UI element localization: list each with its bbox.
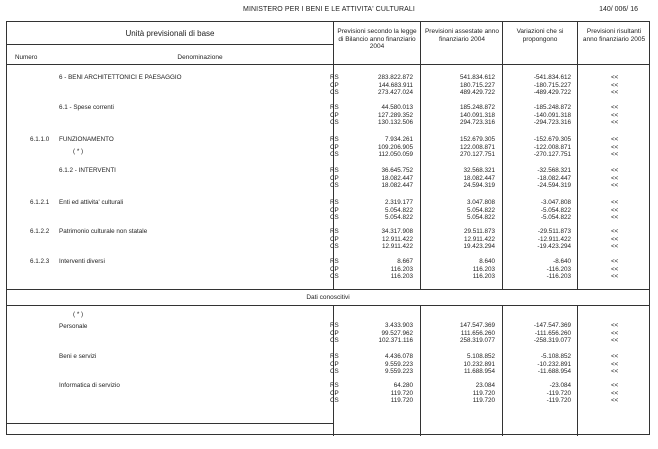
value-risultanti: << xyxy=(611,397,619,404)
value-assestate: 5.054.822 xyxy=(466,206,495,214)
value-variazioni: -32.568.321 xyxy=(537,167,571,174)
line-code: CP xyxy=(330,265,339,273)
col-previsioni-assestate: Previsioni assestate anno finanziario 2004 xyxy=(424,28,500,43)
value-variazioni: -24.594.319 xyxy=(537,182,571,189)
dati-row-name: Informatica di servizio xyxy=(59,382,120,389)
row-name: 6.1.2 - INTERVENTI xyxy=(59,167,116,174)
line-code: CP xyxy=(330,235,339,243)
value-assestate: 541.834.612 xyxy=(459,74,495,81)
line-code: RS xyxy=(330,199,339,206)
value-legge: 127.289.352 xyxy=(377,111,413,119)
line-code: CP xyxy=(330,143,339,151)
value-risultanti: << xyxy=(611,228,619,235)
line-code: RS xyxy=(330,104,339,111)
value-risultanti: << xyxy=(611,151,619,158)
row-numero: 6.1.1.0 xyxy=(30,136,50,143)
value-variazioni: -270.127.751 xyxy=(533,151,571,158)
value-assestate: 140.091.318 xyxy=(459,111,495,119)
value-assestate: 5.054.822 xyxy=(466,214,495,221)
value-legge: 9.559.223 xyxy=(384,360,413,368)
header-divider xyxy=(7,44,333,45)
value-assestate: 18.082.447 xyxy=(463,174,495,182)
line-code: CS xyxy=(330,273,339,280)
value-assestate: 32.568.321 xyxy=(463,167,495,174)
value-variazioni: -12.911.422 xyxy=(537,235,571,243)
value-assestate: 23.084 xyxy=(475,382,495,389)
value-variazioni: -5.054.822 xyxy=(540,206,571,214)
value-variazioni: -147.547.369 xyxy=(533,322,571,329)
value-assestate: 180.715.227 xyxy=(459,81,495,89)
row-star: ( * ) xyxy=(73,148,84,155)
line-code: CP xyxy=(330,360,339,368)
value-variazioni: -116.203 xyxy=(546,265,571,273)
row-name: Interventi diversi xyxy=(59,258,105,265)
col-numero: Numero xyxy=(15,54,38,61)
line-code: CS xyxy=(330,214,339,221)
value-legge: 112.050.059 xyxy=(378,151,413,158)
line-code: CP xyxy=(330,81,339,89)
value-assestate: 3.047.808 xyxy=(466,199,495,206)
row-name: Patrimonio culturale non statale xyxy=(59,228,148,235)
line-code: RS xyxy=(330,74,339,81)
value-risultanti: << xyxy=(611,273,619,280)
value-legge: 130.132.506 xyxy=(377,119,413,126)
value-risultanti: << xyxy=(611,329,619,337)
value-risultanti: << xyxy=(611,235,619,243)
value-legge: 44.580.013 xyxy=(381,104,413,111)
line-code: RS xyxy=(330,322,339,329)
line-code: CS xyxy=(330,243,339,250)
value-legge: 4.436.078 xyxy=(384,353,413,360)
value-assestate: 122.008.871 xyxy=(459,143,495,151)
value-variazioni: -8.640 xyxy=(553,258,571,265)
col-variazioni: Variazioni che si propongono xyxy=(516,28,564,43)
value-variazioni: -541.834.612 xyxy=(533,74,571,81)
value-variazioni: -258.319.077 xyxy=(533,337,571,344)
value-assestate: 119.720 xyxy=(472,389,495,397)
value-variazioni: -122.008.871 xyxy=(533,143,571,151)
value-assestate: 12.911.422 xyxy=(463,235,495,243)
row-name: 6 - BENI ARCHITETTONICI E PAESAGGIO xyxy=(59,74,182,81)
value-variazioni: -10.232.891 xyxy=(537,360,571,368)
value-legge: 7.934.261 xyxy=(384,136,413,143)
value-risultanti: << xyxy=(611,111,619,119)
budget-table xyxy=(6,21,650,435)
row-name: FUNZIONAMENTO xyxy=(59,136,114,143)
value-assestate: 19.423.294 xyxy=(463,243,495,250)
line-code: RS xyxy=(330,353,339,360)
value-risultanti: << xyxy=(611,174,619,182)
value-variazioni: -23.084 xyxy=(549,382,571,389)
value-risultanti: << xyxy=(611,337,619,344)
value-risultanti: << xyxy=(611,104,619,111)
dati-conoscitivi-title: Dati conoscitivi xyxy=(306,294,350,301)
value-risultanti: << xyxy=(611,136,619,143)
value-legge: 18.082.447 xyxy=(381,182,413,189)
value-legge: 5.054.822 xyxy=(384,206,413,214)
value-assestate: 111.656.260 xyxy=(460,329,495,337)
value-variazioni: -19.423.294 xyxy=(537,243,571,250)
value-risultanti: << xyxy=(611,206,619,214)
value-risultanti: << xyxy=(611,360,619,368)
header-bottom-line xyxy=(7,64,649,65)
value-assestate: 10.232.891 xyxy=(463,360,495,368)
line-code: CS xyxy=(330,397,339,404)
line-code: CP xyxy=(330,174,339,182)
value-variazioni: -18.082.447 xyxy=(537,174,571,182)
value-variazioni: -180.715.227 xyxy=(533,81,571,89)
value-assestate: 119.720 xyxy=(472,397,495,404)
line-code: CS xyxy=(330,368,339,375)
bottom-inner-line xyxy=(7,423,333,424)
value-risultanti: << xyxy=(611,182,619,189)
value-assestate: 116.203 xyxy=(472,273,495,280)
value-assestate: 147.547.369 xyxy=(459,322,495,329)
value-risultanti: << xyxy=(611,81,619,89)
col-divider-2 xyxy=(420,22,421,289)
value-variazioni: -5.054.822 xyxy=(540,214,571,221)
value-variazioni: -140.091.318 xyxy=(533,111,571,119)
dati-row-name: Beni e servizi xyxy=(59,353,97,360)
value-risultanti: << xyxy=(611,382,619,389)
dati-bottom-line xyxy=(7,305,649,306)
value-legge: 12.911.422 xyxy=(381,235,413,243)
col-previsioni-risultanti: Previsioni risultanti anno finanziario 2005 xyxy=(582,28,646,43)
row-numero: 6.1.2.2 xyxy=(30,228,50,235)
value-risultanti: << xyxy=(611,214,619,221)
value-assestate: 8.640 xyxy=(479,258,495,265)
value-variazioni: -294.723.316 xyxy=(533,119,571,126)
value-variazioni: -119.720 xyxy=(546,389,571,397)
value-risultanti: << xyxy=(611,119,619,126)
value-risultanti: << xyxy=(611,353,619,360)
page-number: 140/ 006/ 16 xyxy=(599,6,638,13)
row-numero: 6.1.2.3 xyxy=(30,258,50,265)
value-legge: 3.433.903 xyxy=(384,322,413,329)
value-risultanti: << xyxy=(611,322,619,329)
value-risultanti: << xyxy=(611,368,619,375)
value-variazioni: -3.047.808 xyxy=(540,199,571,206)
value-variazioni: -116.203 xyxy=(546,273,571,280)
value-risultanti: << xyxy=(611,243,619,250)
value-assestate: 270.127.751 xyxy=(459,151,495,158)
line-code: CS xyxy=(330,151,339,158)
line-code: CP xyxy=(330,111,339,119)
value-variazioni: -185.248.872 xyxy=(533,104,571,111)
value-risultanti: << xyxy=(611,143,619,151)
row-numero: 6.1.2.1 xyxy=(30,199,50,206)
value-variazioni: -111.656.260 xyxy=(534,329,571,337)
line-code: RS xyxy=(330,167,339,174)
line-code: CP xyxy=(330,329,339,337)
value-risultanti: << xyxy=(611,258,619,265)
value-legge: 99.527.962 xyxy=(381,329,413,337)
value-assestate: 258.319.077 xyxy=(459,337,495,344)
line-code: CS xyxy=(330,89,339,96)
value-legge: 18.082.447 xyxy=(381,174,413,182)
value-assestate: 11.688.954 xyxy=(463,368,495,375)
col-previsioni-legge: Previsioni secondo la legge di Bilancio anno finanziario 2004 xyxy=(337,28,417,50)
value-variazioni: -152.679.305 xyxy=(533,136,571,143)
value-assestate: 294.723.316 xyxy=(459,119,495,126)
line-code: CP xyxy=(330,206,339,214)
value-variazioni: -11.688.954 xyxy=(537,368,571,375)
value-legge: 5.054.822 xyxy=(384,214,413,221)
value-assestate: 152.679.305 xyxy=(459,136,495,143)
value-assestate: 29.511.873 xyxy=(463,228,495,235)
col-denominazione: Denominazione xyxy=(177,54,223,61)
col-divider-4 xyxy=(577,22,578,289)
line-code: RS xyxy=(330,382,339,389)
value-assestate: 185.248.872 xyxy=(459,104,495,111)
value-legge: 109.206.905 xyxy=(377,143,413,151)
value-risultanti: << xyxy=(611,389,619,397)
value-risultanti: << xyxy=(611,265,619,273)
value-legge: 119.720 xyxy=(390,397,413,404)
line-code: CS xyxy=(330,182,339,189)
value-legge: 9.559.223 xyxy=(384,368,413,375)
value-variazioni: -29.511.873 xyxy=(537,228,571,235)
value-variazioni: -489.429.722 xyxy=(533,89,571,96)
value-legge: 144.683.911 xyxy=(378,81,413,89)
value-legge: 36.645.752 xyxy=(381,167,413,174)
line-code: CP xyxy=(330,389,339,397)
dati-star: ( * ) xyxy=(73,311,84,318)
value-legge: 116.203 xyxy=(390,265,413,273)
line-code: CS xyxy=(330,119,339,126)
value-legge: 8.667 xyxy=(397,258,413,265)
line-code: RS xyxy=(330,258,339,265)
col-divider-4b xyxy=(577,305,578,436)
value-legge: 64.280 xyxy=(393,382,413,389)
value-legge: 12.911.422 xyxy=(381,243,413,250)
line-code: CS xyxy=(330,337,339,344)
row-name: Enti ed attivita' culturali xyxy=(59,199,124,206)
dati-top-line xyxy=(7,289,649,290)
value-legge: 119.720 xyxy=(390,389,413,397)
value-variazioni: -119.720 xyxy=(546,397,571,404)
value-risultanti: << xyxy=(611,167,619,174)
value-legge: 102.371.116 xyxy=(378,337,413,344)
value-legge: 273.427.024 xyxy=(377,89,413,96)
page-header-title: MINISTERO PER I BENI E LE ATTIVITA' CULTURALI xyxy=(243,6,415,13)
value-assestate: 489.429.722 xyxy=(459,89,495,96)
line-code: RS xyxy=(330,136,339,143)
value-assestate: 116.203 xyxy=(472,265,495,273)
row-name: 6.1 - Spese correnti xyxy=(59,104,114,111)
value-risultanti: << xyxy=(611,199,619,206)
col-divider-2b xyxy=(420,305,421,436)
group-heading: Unità previsionali di base xyxy=(125,29,215,38)
value-legge: 283.822.872 xyxy=(377,74,413,81)
value-variazioni: -5.108.852 xyxy=(540,353,571,360)
value-risultanti: << xyxy=(611,74,619,81)
value-assestate: 5.108.852 xyxy=(466,353,495,360)
value-risultanti: << xyxy=(611,89,619,96)
dati-row-name: Personale xyxy=(59,323,88,330)
value-assestate: 24.594.319 xyxy=(463,182,495,189)
value-legge: 2.319.177 xyxy=(384,199,413,206)
line-code: RS xyxy=(330,228,339,235)
value-legge: 116.203 xyxy=(390,273,413,280)
value-legge: 34.317.908 xyxy=(381,228,413,235)
